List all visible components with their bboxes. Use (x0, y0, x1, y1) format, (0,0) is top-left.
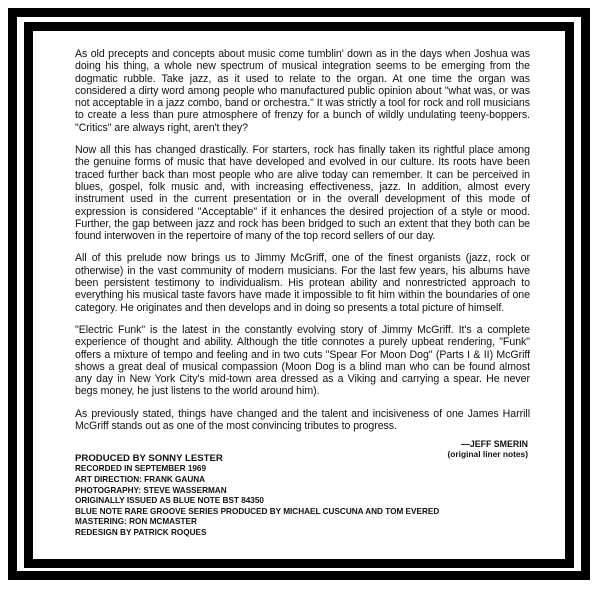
album-credits (75, 453, 530, 538)
liner-paragraph: As previously stated, things have changed and the talent and incisiveness of one James Harrill McGriff stands out as one of the most convincing tributes to progress. (75, 407, 530, 433)
author-note: (original liner notes) (447, 449, 528, 460)
author-name: —JEFF SMERIN (461, 439, 528, 450)
liner-paragraph: Now all this has changed drastically. For starters, rock has finally taken its rightful place among the genuine forms of music that have developed and evolved in our culture. Its roots have been traced further back than most people who are alive today can remember. It can be perceived in blues, gospel, folk music and, with increasing effectiveness, jazz. In addition, almost every instrument used in the current presentation or in the overall development of this mode of expression is considered "Acceptable" if it enhances the desired projection of a style or mood. Further, the gap between jazz and rock has been bridged to such an extent that they both can be found interwoven in the repertoire of many of the top record sellers of our day. (75, 144, 530, 243)
credit-line: PHOTOGRAPHY: STEVE WASSERMAN (75, 485, 227, 495)
producer-credit: PRODUCED BY SONNY LESTER (75, 453, 223, 465)
credit-line: BLUE NOTE RARE GROOVE SERIES PRODUCED BY MICHAEL CUSCUNA AND TOM EVERED (75, 506, 440, 516)
credit-line: REDESIGN BY PATRICK ROQUES (75, 527, 207, 537)
credit-line: MASTERING: RON MCMASTER (75, 517, 197, 527)
liner-paragraph: "Electric Funk" is the latest in the constantly evolving story of Jimmy McGriff. It's a complete experience of thought and ability. Although the title connotes a purely upbeat rendering, "Funk" offers a mixture of tempo and feeling and in two cuts "Spear For Moon Dog" (Parts I & II) McGriff shows a great deal of musical compassion (Moon Dog is a blind man who can be found almost any day in New York City's mid-town area dressed as a Viking and carrying a spear. He never begs money, he just listens to the world around him). (75, 323, 530, 398)
liner-paragraph: As old precepts and concepts about music come tumblin' down as in the days when Joshua was doing his thing, a whole new spectrum of musical integration seems to be emerging from the dogmatic rubble. Take jazz, as it used to relate to the organ. At one time the organ was considered a dirty word among people who manufactured public opinion about "what was, or was not acceptable in a jazz combo, band or orchestra." It was strictly a tool for rock and roll musicians to create a less than pure atmosphere of frenzy for a bunch of wildly undulating teeny-boppers. "Critics" are always right, aren't they? (75, 48, 530, 134)
credit-line: ART DIRECTION: FRANK GAUNA (75, 474, 206, 484)
credit-line: ORIGINALLY ISSUED AS BLUE NOTE BST 84350 (75, 496, 264, 506)
credit-line: RECORDED IN SEPTEMBER 1969 (75, 464, 207, 474)
liner-paragraph: All of this prelude now brings us to Jimmy McGriff, one of the finest organists (jazz, rock or otherwise) in the vast community of modern musicians. For the last few years, his albums have been persistent testimony to individualism. His protean ability and nonrestricted approach to everything his musical taste favors have made it impossible to fit him within the boundaries of one category. He originates and then develops and in doing so presents a total picture of himself. (75, 252, 530, 314)
liner-notes-content (75, 48, 530, 538)
